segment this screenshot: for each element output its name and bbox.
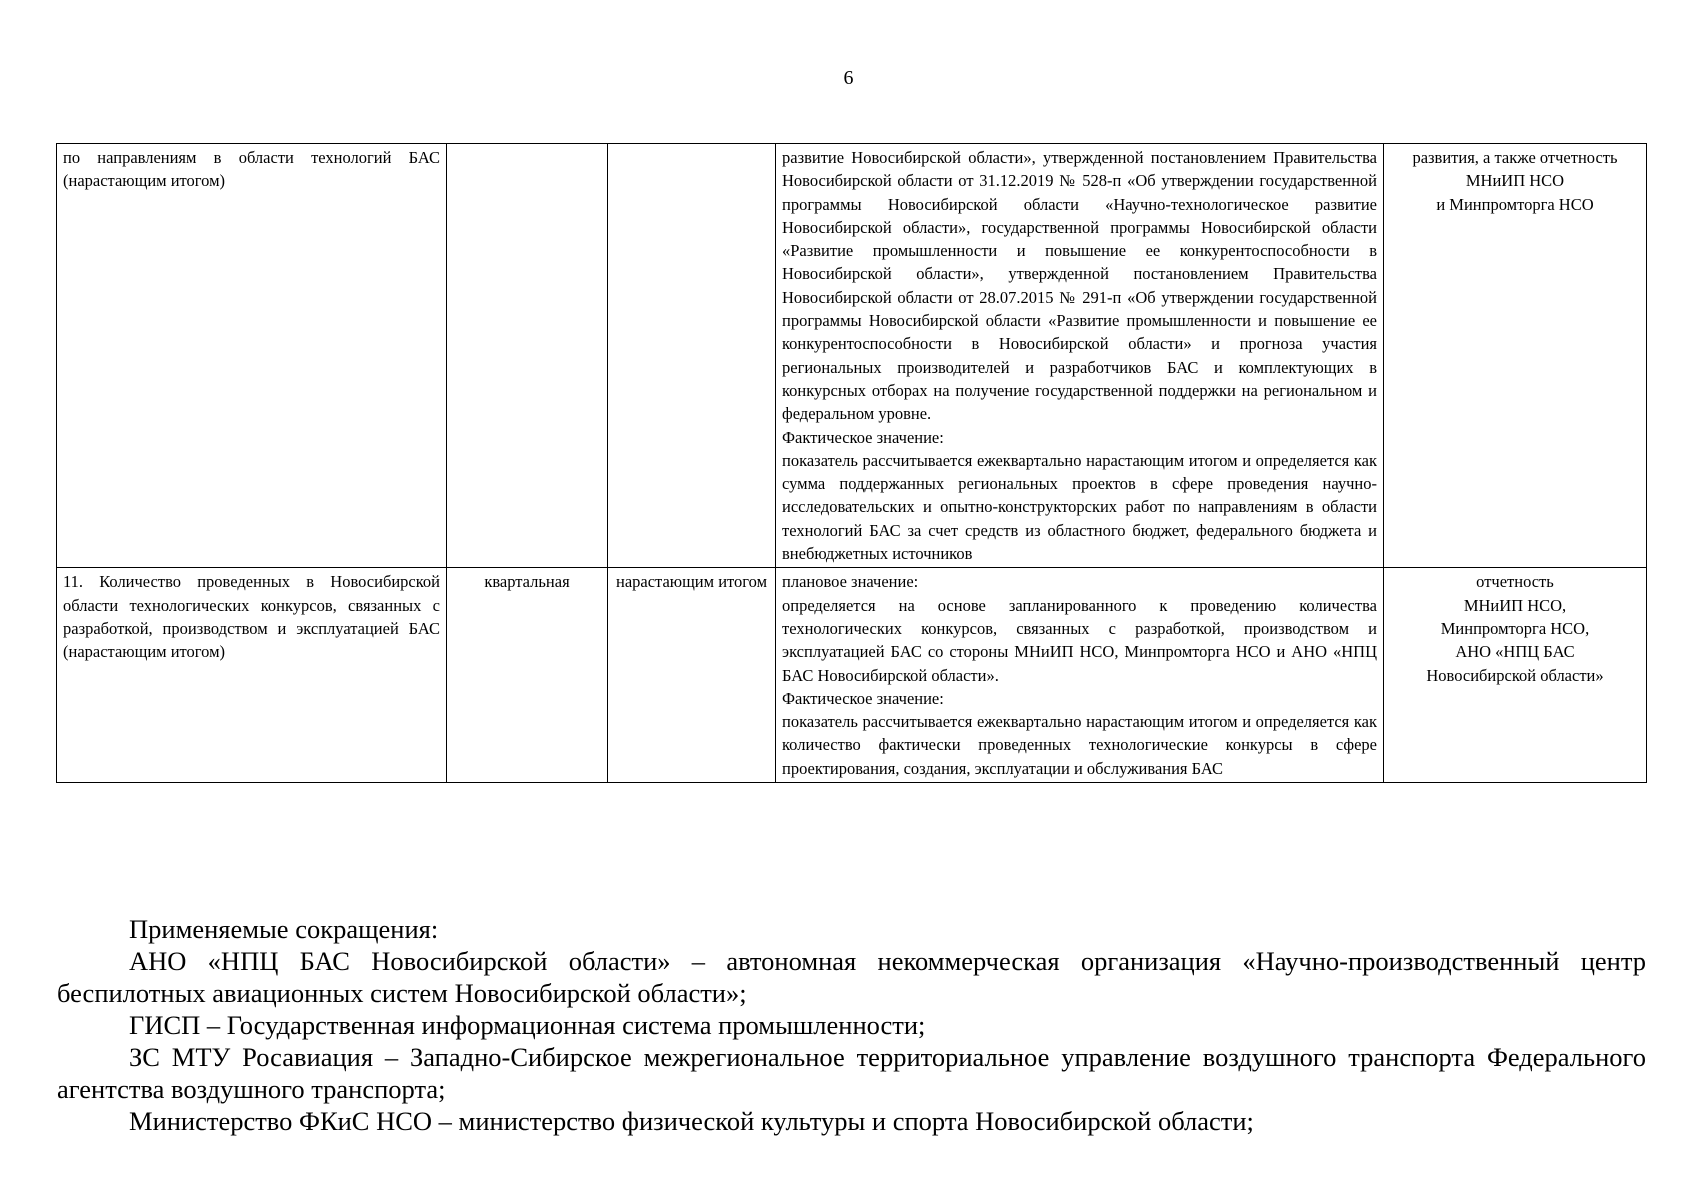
accrual-method-cell [608, 144, 776, 568]
source-line: отчетность [1476, 572, 1554, 592]
indicator-name-cell: 11. Количество проведенных в Новосибирской области технологических конкурсов, связанных с разработкой, производством и эксплуатацией БАС (нарастающим итогом) [57, 568, 447, 783]
table-row [57, 144, 1647, 568]
source-line: Минпромторга НСО, [1440, 618, 1590, 638]
calculation-description-cell [776, 144, 1384, 568]
description-paragraph: показатель рассчитывается ежеквартально нарастающим итогом и определяется как количество фактически проведенных технологические конкурсы в сфере проектирования, создания, эксплуатации и обслуживания БАС [782, 712, 1377, 778]
frequency-cell [447, 144, 608, 568]
frequency-cell: квартальная [447, 568, 608, 783]
source-line: развития, а также отчетность [1412, 148, 1618, 167]
description-paragraph: Фактическое значение: [782, 688, 944, 708]
description-paragraph: плановое значение: [782, 572, 919, 592]
description-paragraph: определяется на основе запланированного к проведению количества технологических конкурсов, связанных с разработкой, производством и эксплуатацией БАС со стороны МНиИП НСО, Минпромторга НСО и АНО «НПЦ БАС Новосибирской области». [782, 595, 1377, 685]
indicators-table [56, 143, 1647, 783]
abbreviation-item: АНО «НПЦ БАС Новосибирской области» – автономная некоммерческая организация «Научно-производственный центр беспилотных авиационных систем Новосибирской области»; [57, 946, 1646, 1008]
page-number: 6 [843, 67, 854, 89]
table-row [57, 568, 1647, 783]
source-line: Новосибирской области» [1426, 665, 1604, 685]
abbreviation-item: Министерство ФКиС НСО – министерство физической культуры и спорта Новосибирской области; [129, 1106, 1254, 1136]
description-paragraph: показатель рассчитывается ежеквартально нарастающим итогом и определяется как сумма поддержанных региональных проектов в сфере проведения научно-исследовательских и опытно-конструкторских работ по направлениям в области технологий БАС за счет средств из областного бюджет, федерального бюджета и внебюджетных источников [782, 450, 1377, 564]
indicator-name-cell: по направлениям в области технологий БАС (нарастающим итогом) [57, 144, 447, 568]
source-line: АНО «НПЦ БАС [1455, 642, 1575, 662]
source-line: и Минпромторга НСО [1436, 194, 1594, 214]
source-line: МНиИП НСО [1465, 171, 1565, 191]
abbreviation-item: ГИСП – Государственная информационная система промышленности; [129, 1010, 926, 1040]
source-line: МНиИП НСО, [1463, 595, 1567, 615]
data-source-cell [1384, 568, 1647, 783]
description-paragraph: развитие Новосибирской области», утвержденной постановлением Правительства Новосибирской области от 31.12.2019 № 528-п «Об утверждении государственной программы Новосибирской области «Научно-технологическое развитие Новосибирской области», государственной программы Новосибирской области «Развитие промышленности и повышение ее конкурентоспособности в Новосибирской области», утвержденной постановлением Правительства Новосибирской области от 28.07.2015 № 291-п «Об утверждении государственной программы Новосибирской области «Развитие промышленности и повышение ее конкурентоспособности в Новосибирской области» и прогноза участия региональных производителей и разработчиков БАС и комплектующих в конкурсных отборах на получение государственной поддержки на региональном и федеральном уровне. [782, 148, 1377, 424]
accrual-method-cell: нарастающим итогом [608, 568, 776, 783]
abbreviation-item: ЗС МТУ Росавиация – Западно-Сибирское межрегиональное территориальное управление воздушного транспорта Федерального агентства воздушного транспорта; [57, 1042, 1646, 1104]
data-source-cell [1384, 144, 1647, 568]
abbreviations-section [57, 913, 1646, 1137]
calculation-description-cell [776, 568, 1384, 783]
abbreviations-heading: Применяемые сокращения: [129, 914, 439, 944]
description-paragraph: Фактическое значение: [782, 427, 944, 447]
